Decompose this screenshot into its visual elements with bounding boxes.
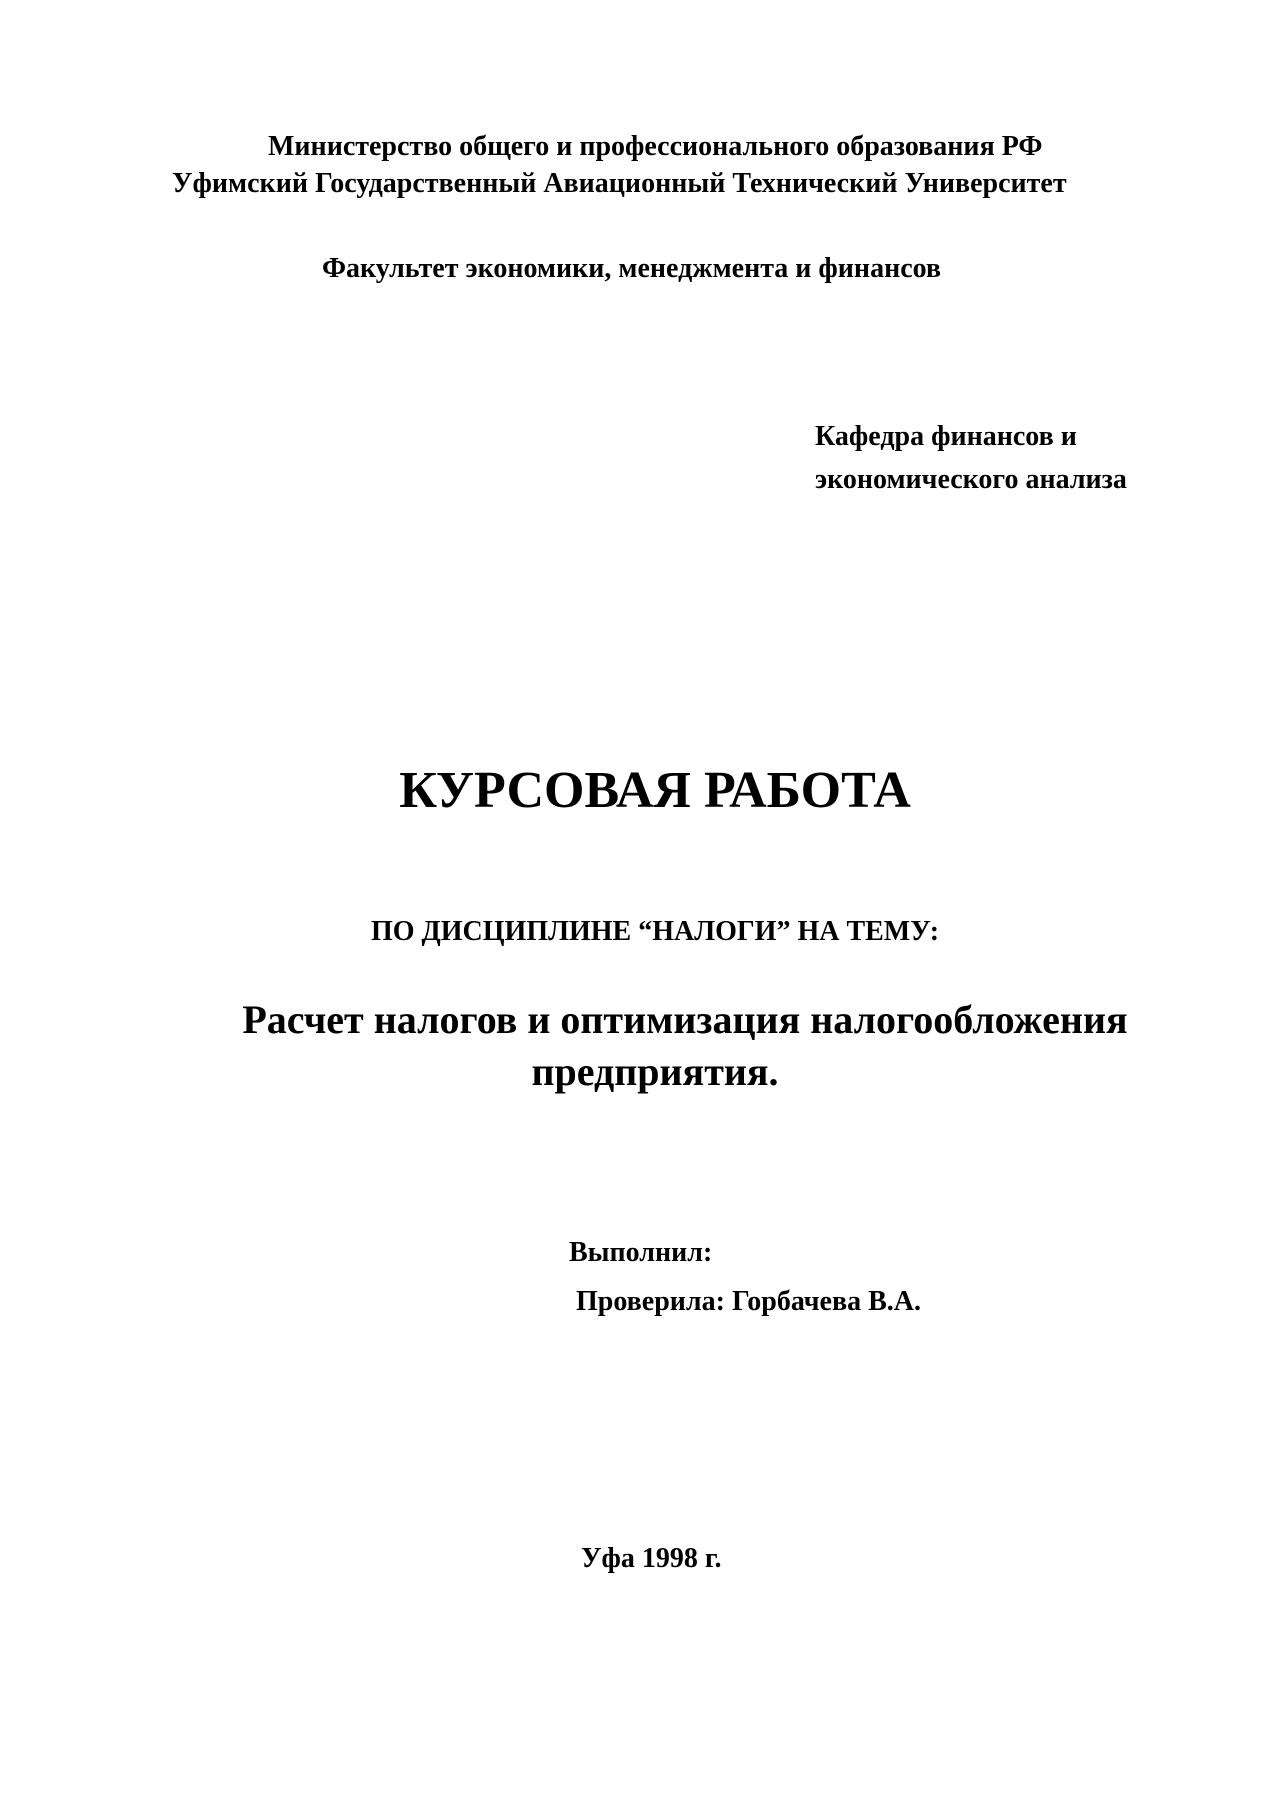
faculty-line: Факультет экономики, менеджмента и финансов bbox=[322, 253, 942, 284]
topic-line-1: Расчет налогов и оптимизация налогообложения bbox=[242, 997, 1128, 1042]
department-line-1: Кафедра финансов и bbox=[815, 421, 1077, 452]
ministry-line: Министерство общего и профессионального образования РФ bbox=[268, 131, 1043, 162]
university-line: Уфимский Государственный Авиационный Технический Университет bbox=[172, 168, 1067, 199]
topic-line-2: предприятия. bbox=[531, 1049, 779, 1094]
document-title: КУРСОВАЯ РАБОТА bbox=[399, 762, 911, 819]
performed-by-label: Выполнил: bbox=[569, 1237, 713, 1268]
checked-by-line: Проверила: Горбачева В.А. bbox=[576, 1286, 921, 1317]
city-year: Уфа 1998 г. bbox=[581, 1543, 722, 1574]
department-line-2: экономического анализа bbox=[815, 464, 1127, 495]
discipline-line: ПО ДИСЦИПЛИНЕ “НАЛОГИ” НА ТЕМУ: bbox=[370, 916, 940, 947]
